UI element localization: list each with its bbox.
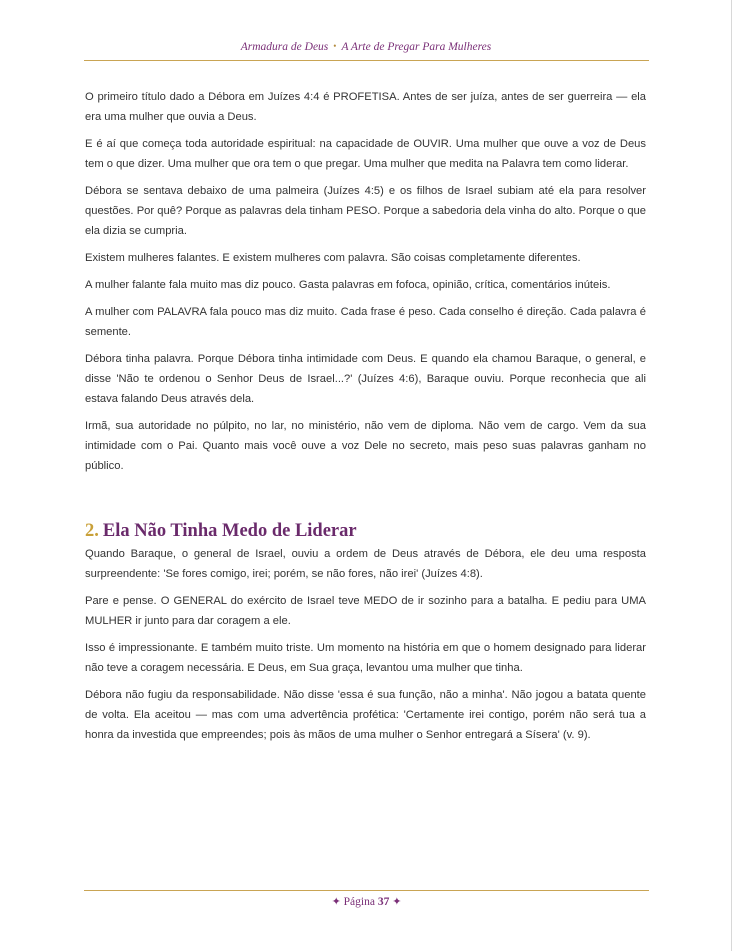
body-paragraph: Débora se sentava debaixo de uma palmeira (Juízes 4:5) e os filhos de Israel subiam até ela para resolver questões. Por quê? Porque as palavras dela tinham PESO. Porque a sabedoria dela vinha do alto. Porque o que ela dizia se cumpria. bbox=[85, 185, 646, 237]
star-ornament-icon: ✦ bbox=[331, 896, 341, 908]
section-number: 2. bbox=[85, 521, 99, 541]
page-label: Página bbox=[343, 896, 375, 908]
header-subtitle: A Arte de Pregar Para Mulheres bbox=[341, 41, 492, 53]
header-book-title: Armadura de Deus bbox=[240, 41, 329, 53]
body-paragraph: Débora tinha palavra. Porque Débora tinha intimidade com Deus. E quando ela chamou Baraque, o general, e disse 'Não te ordenou o Senhor Deus de Israel...?' (Juízes 4:6), Baraque ouviu. Porque reconhecia que ali estava falando Deus através dela. bbox=[85, 353, 646, 405]
footer-rule bbox=[84, 890, 649, 891]
body-paragraph: Quando Baraque, o general de Israel, ouviu a ordem de Deus através de Débora, ele deu uma resposta surpreendente: 'Se fores comigo, irei; porém, se não fores, não irei' (Juízes 4:8). bbox=[85, 548, 646, 580]
page-footer bbox=[84, 895, 649, 908]
body-paragraph: E é aí que começa toda autoridade espiritual: na capacidade de OUVIR. Uma mulher que ouve a voz de Deus tem o que dizer. Uma mulher que ora tem o que pregar. Uma mulher que medita na Palavra tem como liderar. bbox=[85, 138, 646, 170]
body-paragraph: Pare e pense. O GENERAL do exército de Israel teve MEDO de ir sozinho para a batalha. E pediu para UMA MULHER ir junto para dar coragem a ele. bbox=[85, 595, 646, 627]
body-paragraph: Isso é impressionante. E também muito triste. Um momento na história em que o homem designado para liderar não teve a coragem necessária. E Deus, em Sua graça, levantou uma mulher que tinha. bbox=[85, 642, 646, 674]
body-paragraph: A mulher com PALAVRA fala pouco mas diz muito. Cada frase é peso. Cada conselho é direção. Cada palavra é semente. bbox=[85, 306, 646, 338]
section-heading bbox=[85, 519, 646, 543]
header-rule bbox=[84, 60, 649, 61]
body-paragraph: Débora não fugiu da responsabilidade. Não disse 'essa é sua função, não a minha'. Não jogou a batata quente de volta. Ela aceitou — mas com uma advertência profética: 'Certamente irei contigo, porém não será tua a honra da investida que empreendes; pois às mãos de uma mulher o Senhor entregará a Sísera' (v. 9). bbox=[85, 689, 646, 741]
page-content bbox=[85, 87, 646, 752]
section-title: Ela Não Tinha Medo de Liderar bbox=[102, 521, 357, 541]
running-header bbox=[84, 41, 648, 53]
body-paragraph: A mulher falante fala muito mas diz pouco. Gasta palavras em fofoca, opinião, crítica, comentários inúteis. bbox=[85, 279, 611, 291]
header-separator: • bbox=[333, 41, 337, 51]
body-paragraph: Existem mulheres falantes. E existem mulheres com palavra. São coisas completamente diferentes. bbox=[85, 252, 581, 264]
star-ornament-icon: ✦ bbox=[392, 896, 402, 908]
page-number: 37 bbox=[377, 896, 390, 908]
body-paragraph: Irmã, sua autoridade no púlpito, no lar, no ministério, não vem de diploma. Não vem de cargo. Vem da sua intimidade com o Pai. Quanto mais você ouve a voz Dele no secreto, mais peso suas palavras ganham no público. bbox=[85, 420, 646, 472]
body-paragraph: O primeiro título dado a Débora em Juízes 4:4 é PROFETISA. Antes de ser juíza, antes de ser guerreira — ela era uma mulher que ouvia a Deus. bbox=[85, 91, 646, 123]
